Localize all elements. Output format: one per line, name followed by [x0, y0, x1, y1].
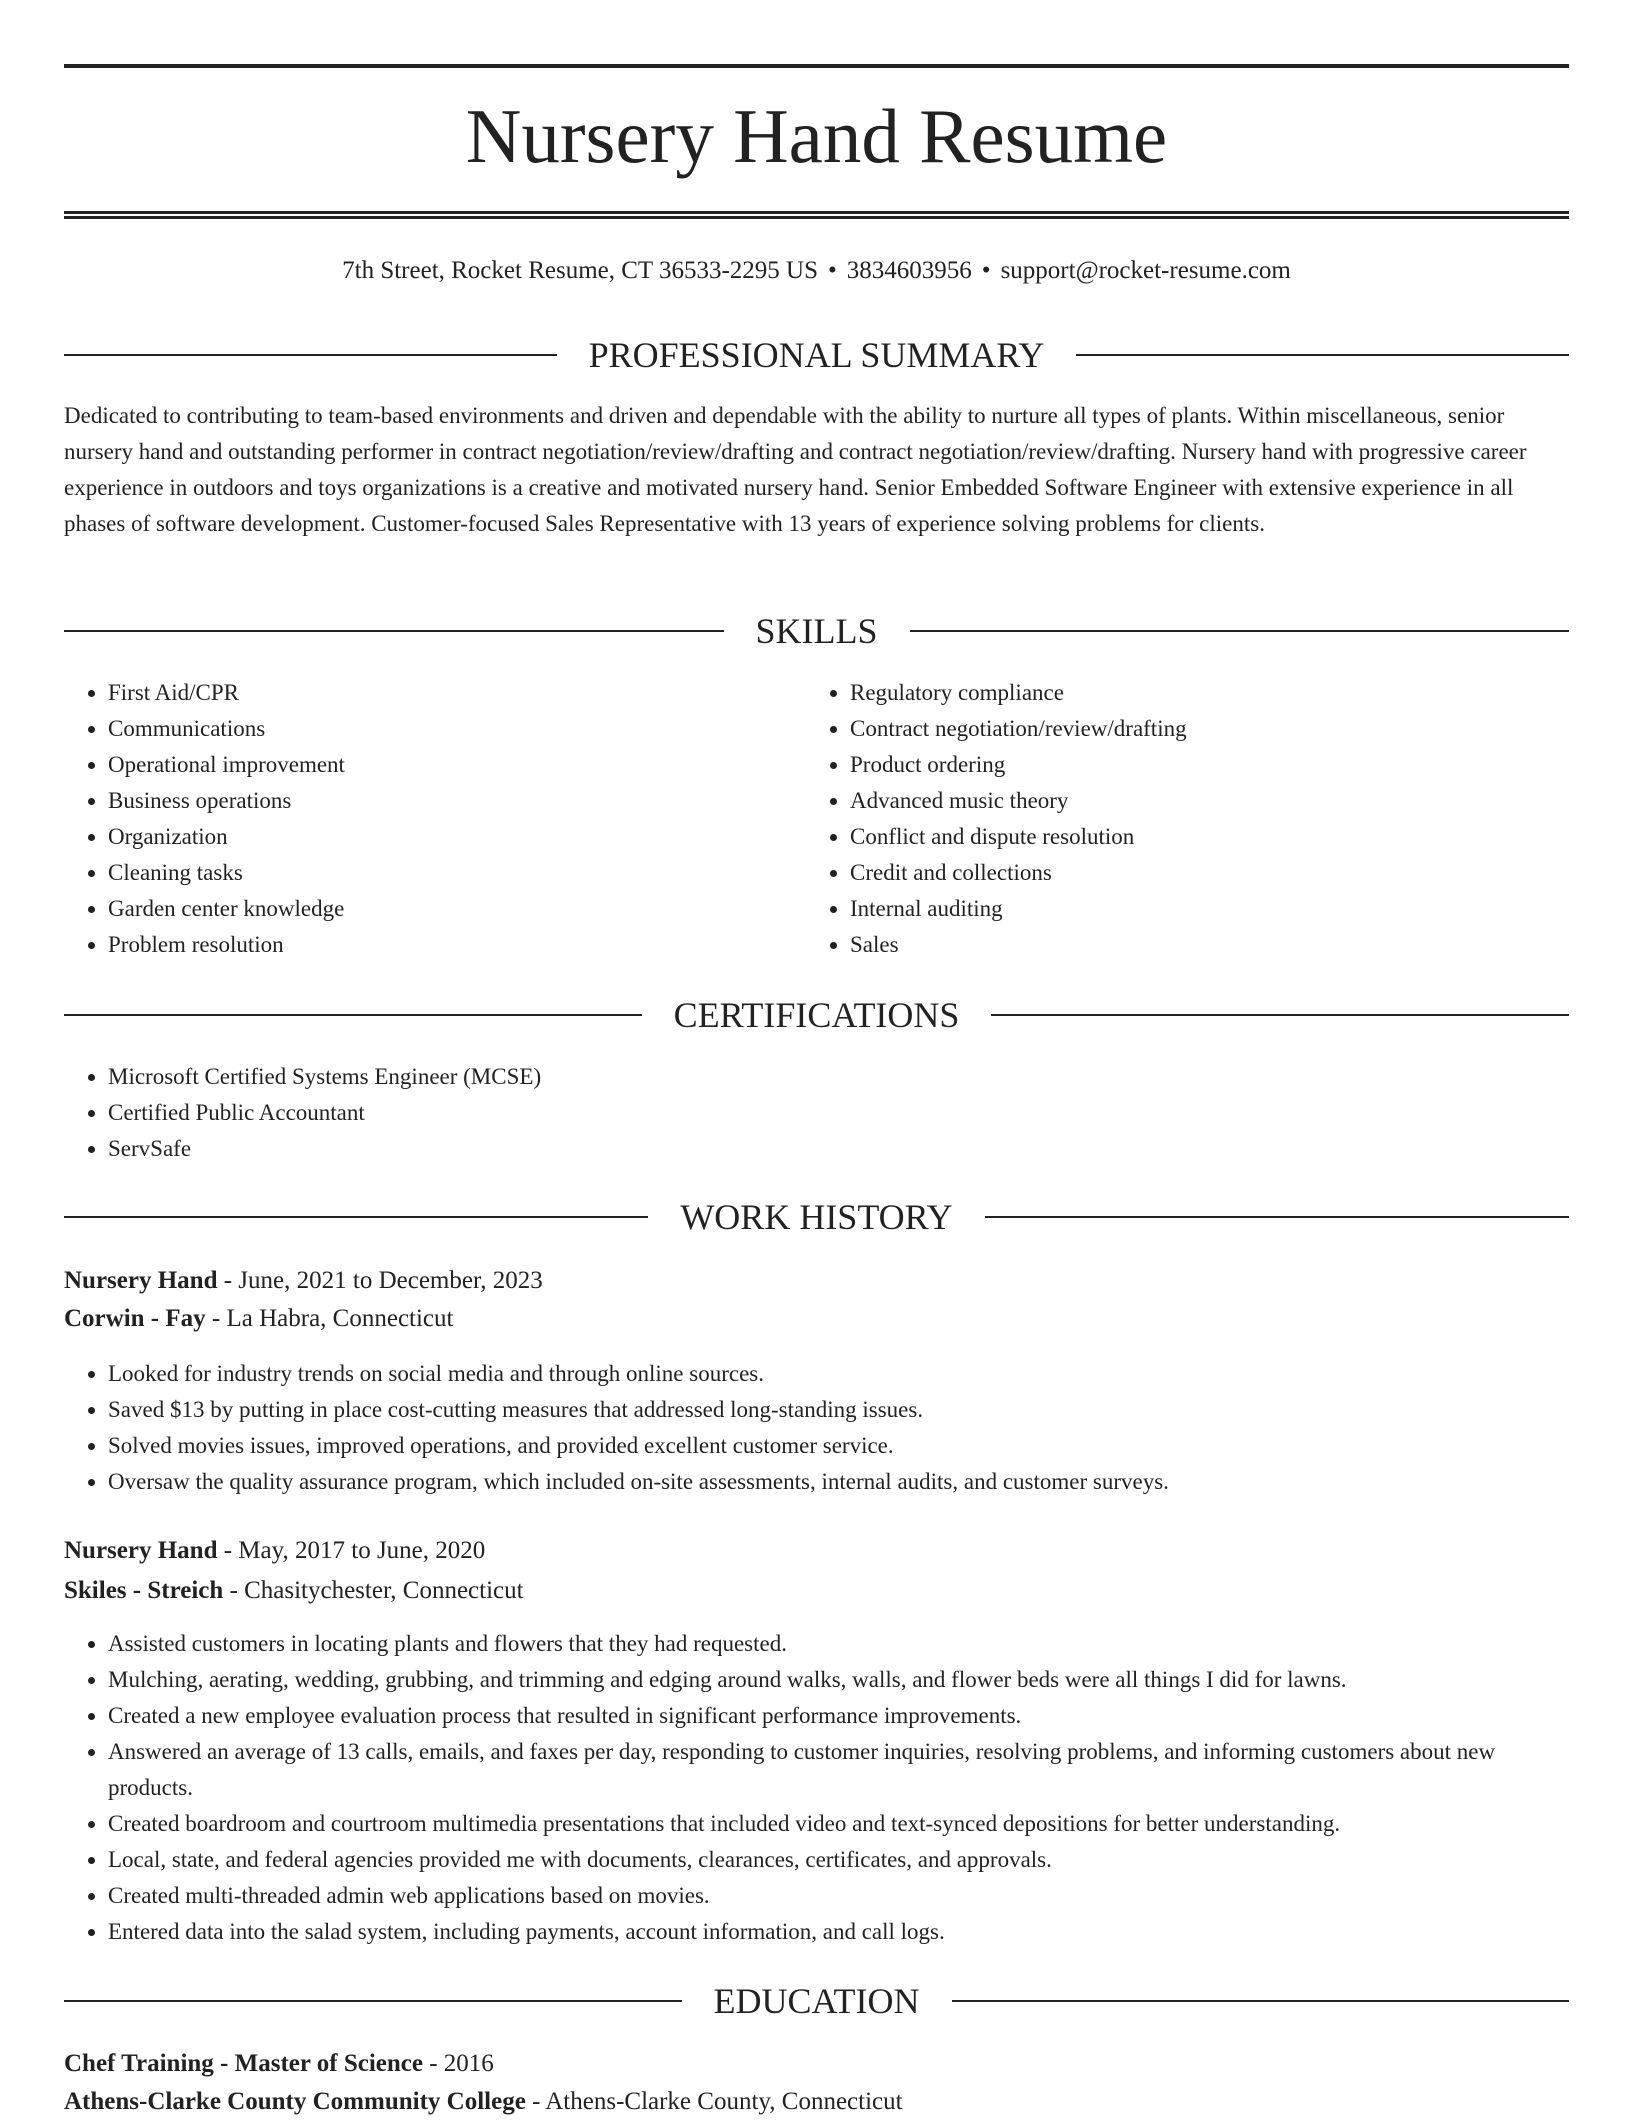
contact-separator: • — [828, 257, 837, 284]
job-bullet: • Created multi-threaded admin web applications based on movies. — [108, 1878, 1569, 1914]
skill-item: • Regulatory compliance — [850, 675, 1550, 711]
divider — [985, 1216, 1569, 1218]
work-heading: WORK HISTORY — [680, 1197, 953, 1237]
skill-item: • Product ordering — [850, 747, 1550, 783]
skill-item: • Communications — [108, 711, 808, 747]
skills-heading-row — [64, 607, 1569, 655]
skills-list-left — [64, 675, 808, 963]
skills-heading: SKILLS — [755, 611, 878, 651]
job-title: Nursery Hand — [64, 1267, 218, 1294]
job-bullets — [64, 1356, 1569, 1500]
skill-item: • Cleaning tasks — [108, 855, 808, 891]
job-bullet: • Saved $13 by putting in place cost-cutting measures that addressed long-standing issues. — [108, 1392, 1569, 1428]
job-dates: - May, 2017 to June, 2020 — [217, 1537, 486, 1564]
skill-item: • Business operations — [108, 783, 808, 819]
divider — [64, 354, 557, 356]
job-bullet: • Assisted customers in locating plants and flowers that they had requested. — [108, 1626, 1569, 1662]
skill-item: • Credit and collections — [850, 855, 1550, 891]
skill-item: • Advanced music theory — [850, 783, 1550, 819]
certification-item: • Microsoft Certified Systems Engineer (MCSE) — [108, 1059, 1569, 1095]
job-company-line — [64, 1572, 1569, 1610]
skill-item: • Organization — [108, 819, 808, 855]
divider — [64, 1216, 648, 1218]
job-location: - Chasitychester, Connecticut — [223, 1577, 524, 1604]
certifications-heading: CERTIFICATIONS — [673, 995, 960, 1035]
skill-item: • Sales — [850, 927, 1550, 963]
job-bullet: • Created boardroom and courtroom multimedia presentations that included video and text-synced depositions for better understanding. — [108, 1806, 1569, 1842]
skill-item: • Garden center knowledge — [108, 891, 808, 927]
job-bullet: • Mulching, aerating, wedding, grubbing, and trimming and edging around walks, walls, and flower beds were all things I did for lawns. — [108, 1662, 1569, 1698]
education-heading: EDUCATION — [713, 1981, 920, 2021]
summary-heading-row — [64, 331, 1569, 379]
job-bullet: • Answered an average of 13 calls, emails, and faxes per day, responding to customer inquiries, resolving problems, and informing customers about new products. — [108, 1734, 1569, 1806]
job-company: Corwin - Fay — [64, 1305, 206, 1332]
resume-header — [64, 64, 1569, 219]
certifications-list — [64, 1059, 1569, 1167]
skill-item: • First Aid/CPR — [108, 675, 808, 711]
job-bullet: • Looked for industry trends on social media and through online sources. — [108, 1356, 1569, 1392]
job-bullet: • Created a new employee evaluation process that resulted in significant performance improvements. — [108, 1698, 1569, 1734]
education-school: Athens-Clarke County Community College — [64, 2088, 526, 2115]
summary-heading: PROFESSIONAL SUMMARY — [588, 335, 1045, 375]
contact-email: support@rocket-resume.com — [1000, 257, 1291, 284]
education-year: - 2016 — [422, 2050, 494, 2077]
certifications-heading-row — [64, 991, 1569, 1039]
job-bullet: • Solved movies issues, improved operations, and provided excellent customer service. — [108, 1428, 1569, 1464]
divider — [64, 2000, 682, 2002]
skill-item: • Operational improvement — [108, 747, 808, 783]
divider — [991, 1014, 1569, 1016]
job-bullet: • Oversaw the quality assurance program, which included on-site assessments, internal audits, and customer surveys. — [108, 1464, 1569, 1500]
education-heading-row — [64, 1977, 1569, 2025]
resume-title: Nursery Hand Resume — [465, 93, 1168, 179]
education-location: - Athens-Clarke County, Connecticut — [525, 2088, 903, 2115]
certification-item: • Certified Public Accountant — [108, 1095, 1569, 1131]
skill-item: • Internal auditing — [850, 891, 1550, 927]
skills-list-right — [806, 675, 1550, 963]
job-bullet: • Entered data into the salad system, including payments, account information, and call logs. — [108, 1914, 1569, 1950]
job-title: Nursery Hand — [64, 1537, 218, 1564]
job-company-line — [64, 1300, 1569, 1338]
divider — [1076, 354, 1569, 356]
job-title-line — [64, 1532, 1569, 1570]
contact-separator: • — [981, 257, 991, 284]
job-dates: - June, 2021 to December, 2023 — [217, 1267, 543, 1294]
education-degree-line — [64, 2045, 1569, 2083]
work-heading-row — [64, 1193, 1569, 1241]
skill-item: • Problem resolution — [108, 927, 808, 963]
job-company: Skiles - Streich — [64, 1577, 224, 1604]
education-school-line — [64, 2083, 1569, 2121]
job-location: - La Habra, Connecticut — [205, 1305, 454, 1332]
job-bullets — [64, 1626, 1569, 1950]
contact-info — [64, 252, 1569, 290]
contact-address: 7th Street, Rocket Resume, CT 36533-2295 US — [342, 257, 819, 284]
job-bullet: • Local, state, and federal agencies provided me with documents, clearances, certificates, and approvals. — [108, 1842, 1569, 1878]
summary-text: Dedicated to contributing to team-based environments and driven and dependable with the ability to nurture all types of plants. Within miscellaneous, senior nursery hand and outstanding performer in contract negotiation/review/drafting and contract negotiation/review/drafting. Nursery hand with progressive career experience in outdoors and toys organizations is a creative and motivated nursery hand. Senior Embedded Software Engineer with extensive experience in all phases of software development. Customer-focused Sales Representative with 13 years of experience solving problems for clients. — [64, 403, 1527, 536]
skill-item: • Conflict and dispute resolution — [850, 819, 1550, 855]
divider — [952, 2000, 1570, 2002]
contact-phone: 3834603956 — [846, 257, 972, 284]
education-degree: Chef Training - Master of Science — [64, 2050, 423, 2077]
skill-item: • Contract negotiation/review/drafting — [850, 711, 1550, 747]
divider — [64, 1014, 642, 1016]
divider — [910, 630, 1570, 632]
certification-item: • ServSafe — [108, 1131, 1569, 1167]
job-title-line — [64, 1262, 1569, 1300]
divider — [64, 630, 724, 632]
